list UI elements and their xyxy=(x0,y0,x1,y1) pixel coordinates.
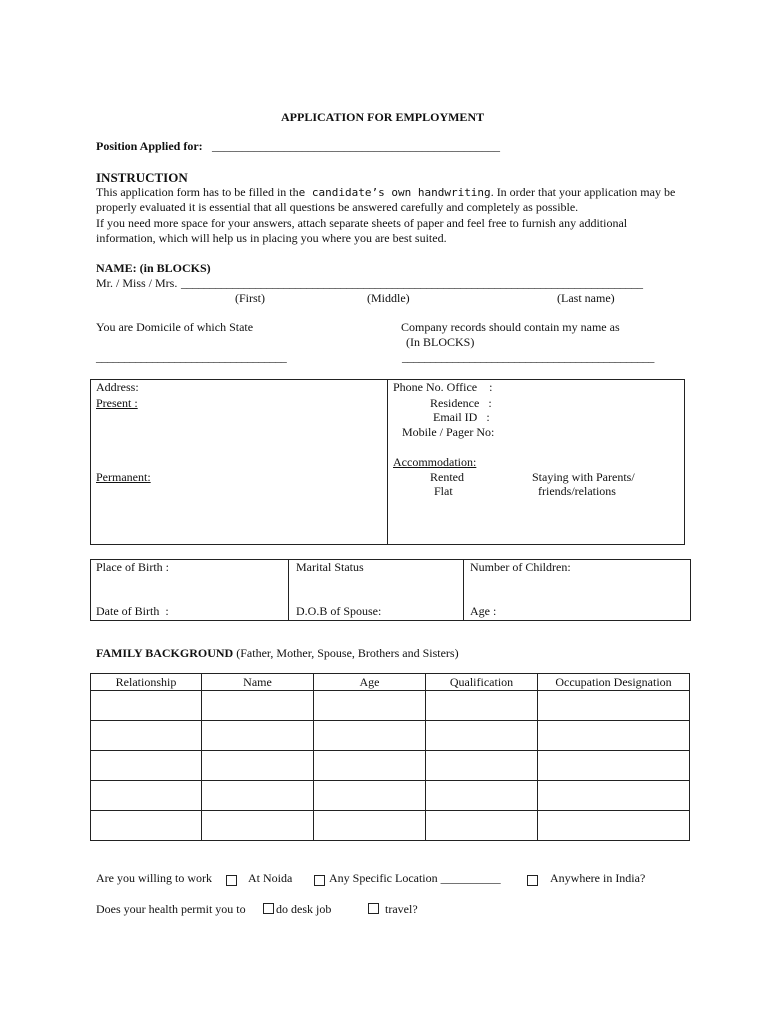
at-noida-checkbox[interactable] xyxy=(226,875,237,886)
table-cell[interactable] xyxy=(91,691,202,721)
column-header-qualification: Qualification xyxy=(426,674,538,691)
accommodation-staying-with-parents: Staying with Parents/ xyxy=(532,470,635,484)
table-cell[interactable] xyxy=(202,751,314,781)
table-row xyxy=(91,781,690,811)
accommodation-label: Accommodation: xyxy=(393,455,477,469)
table-cell[interactable] xyxy=(91,811,202,841)
family-subheading-text: (Father, Mother, Spouse, Brothers and Sisters) xyxy=(236,646,459,660)
personal-box-divider-2 xyxy=(463,559,464,621)
travel-label: travel? xyxy=(385,902,418,916)
date-of-birth-label: Date of Birth : xyxy=(96,604,169,618)
desk-job-label: do desk job xyxy=(276,902,332,916)
table-cell[interactable] xyxy=(91,721,202,751)
family-heading-text: FAMILY BACKGROUND xyxy=(96,646,234,660)
table-cell[interactable] xyxy=(426,781,538,811)
age-label: Age : xyxy=(470,604,497,618)
instruction-text: This application form has to be filled in th xyxy=(96,185,299,199)
name-heading: NAME: (in BLOCKS) xyxy=(96,261,211,275)
table-cell[interactable] xyxy=(202,781,314,811)
residence-phone-label: Residence : xyxy=(430,396,492,410)
table-cell[interactable] xyxy=(538,781,690,811)
table-header-row xyxy=(91,674,690,691)
address-label: Address: xyxy=(96,380,139,394)
phone-office-label: Phone No. Office : xyxy=(393,380,493,394)
company-records-label: Company records should contain my name as xyxy=(401,320,620,334)
position-applied-field[interactable]: ________________________________________________ xyxy=(212,139,500,153)
table-cell[interactable] xyxy=(538,691,690,721)
instruction-line-4: information, which will help us in placing you where you are best suited. xyxy=(96,231,447,245)
table-row xyxy=(91,811,690,841)
accommodation-friends-relations: friends/relations xyxy=(538,484,616,498)
mobile-label: Mobile / Pager No: xyxy=(402,425,495,439)
address-box-divider xyxy=(387,379,388,545)
table-row xyxy=(91,721,690,751)
family-background-heading xyxy=(96,646,459,661)
health-question: Does your health permit you to xyxy=(96,902,246,916)
instruction-text: . In order that your application may be xyxy=(490,185,676,199)
permanent-address-label: Permanent: xyxy=(96,470,151,484)
table-cell[interactable] xyxy=(314,751,426,781)
column-header-occupation: Occupation Designation xyxy=(538,674,690,691)
position-applied-label: Position Applied for: xyxy=(96,139,203,153)
middle-name-caption: (Middle) xyxy=(367,291,410,305)
specific-location-checkbox[interactable] xyxy=(314,875,325,886)
desk-job-checkbox[interactable] xyxy=(263,903,274,914)
marital-status-label: Marital Status xyxy=(296,560,364,574)
table-cell[interactable] xyxy=(538,721,690,751)
present-address-label: Present : xyxy=(96,396,138,410)
table-row xyxy=(91,691,690,721)
table-cell[interactable] xyxy=(426,721,538,751)
column-header-name: Name xyxy=(202,674,314,691)
instruction-line-3: If you need more space for your answers, attach separate sheets of paper and feel free to furnish any additional xyxy=(96,216,628,230)
instruction-line-1 xyxy=(96,185,675,200)
column-header-relationship: Relationship xyxy=(91,674,202,691)
table-cell[interactable] xyxy=(538,811,690,841)
instruction-heading: INSTRUCTION xyxy=(96,170,188,185)
dob-spouse-label: D.O.B of Spouse: xyxy=(296,604,382,618)
accommodation-rented: Rented xyxy=(430,470,464,484)
full-name-field[interactable]: _________________________________________________________________________________ xyxy=(181,276,643,290)
domicile-field[interactable]: __________________________________ xyxy=(96,350,287,364)
table-cell[interactable] xyxy=(202,691,314,721)
anywhere-in-india-label: Anywhere in India? xyxy=(550,871,646,885)
personal-details-box xyxy=(90,559,691,621)
accommodation-flat: Flat xyxy=(434,484,453,498)
table-cell[interactable] xyxy=(91,751,202,781)
domicile-label: You are Domicile of which State xyxy=(96,320,254,334)
table-row xyxy=(91,751,690,781)
table-cell[interactable] xyxy=(426,691,538,721)
table-cell[interactable] xyxy=(314,721,426,751)
company-records-sublabel: (In BLOCKS) xyxy=(406,335,475,349)
personal-box-divider-1 xyxy=(288,559,289,621)
table-cell[interactable] xyxy=(426,811,538,841)
instruction-handwriting-text: e candidate’s own handwriting xyxy=(298,186,491,199)
travel-checkbox[interactable] xyxy=(368,903,379,914)
table-cell[interactable] xyxy=(314,691,426,721)
willing-to-work-question: Are you willing to work xyxy=(96,871,212,885)
column-header-age: Age xyxy=(314,674,426,691)
table-cell[interactable] xyxy=(314,811,426,841)
table-cell[interactable] xyxy=(314,781,426,811)
number-of-children-label: Number of Children: xyxy=(470,560,571,574)
specific-location-label: Any Specific Location __________ xyxy=(329,871,501,885)
place-of-birth-label: Place of Birth : xyxy=(96,560,169,574)
table-cell[interactable] xyxy=(426,751,538,781)
page-title: APPLICATION FOR EMPLOYMENT xyxy=(281,110,485,124)
instruction-line-2: properly evaluated it is essential that all questions be answered carefully and completely as possible. xyxy=(96,200,579,214)
family-background-table xyxy=(90,673,690,841)
email-label: Email ID : xyxy=(433,410,490,424)
table-cell[interactable] xyxy=(202,811,314,841)
table-cell[interactable] xyxy=(91,781,202,811)
table-cell[interactable] xyxy=(538,751,690,781)
last-name-caption: (Last name) xyxy=(557,291,615,305)
company-records-name-field[interactable]: _____________________________________________ xyxy=(402,350,655,364)
salutation-label: Mr. / Miss / Mrs. xyxy=(96,276,178,290)
first-name-caption: (First) xyxy=(235,291,265,305)
table-cell[interactable] xyxy=(202,721,314,751)
at-noida-label: At Noida xyxy=(248,871,293,885)
anywhere-in-india-checkbox[interactable] xyxy=(527,875,538,886)
